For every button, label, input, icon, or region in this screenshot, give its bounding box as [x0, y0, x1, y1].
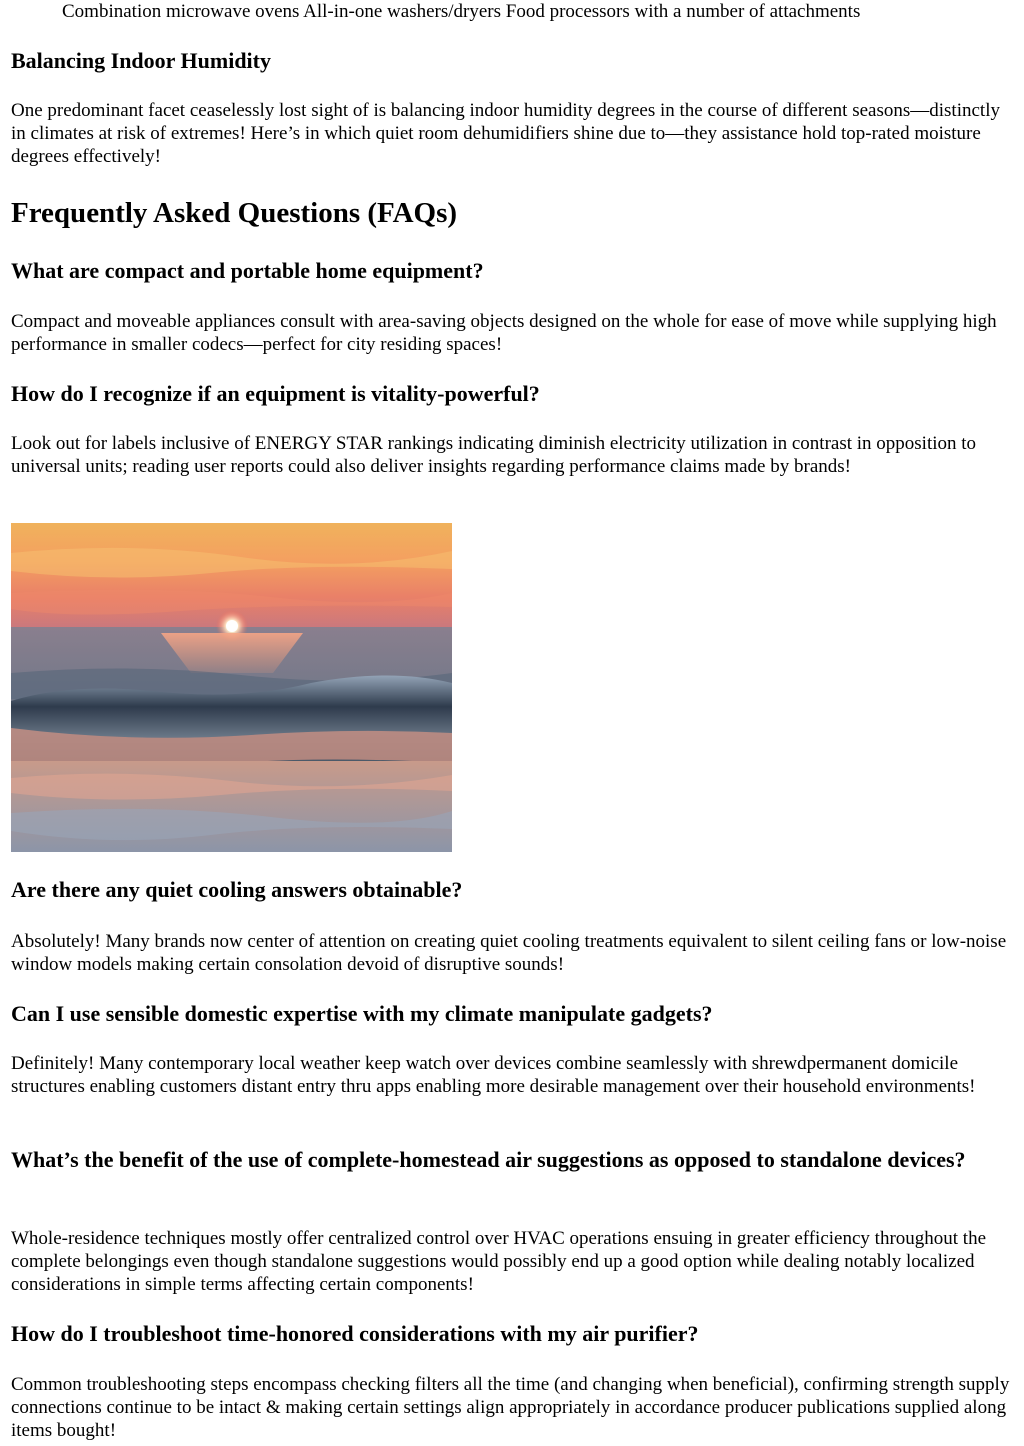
faq-question: Can I use sensible domestic expertise with my climate manipulate gadgets? — [11, 1001, 713, 1026]
sunset-sea-photo — [11, 523, 452, 852]
faq-question: How do I recognize if an equipment is vitality-powerful? — [11, 381, 540, 406]
sunset-sea-image — [11, 523, 452, 852]
section-heading-humidity: Balancing Indoor Humidity — [11, 48, 271, 73]
top-text-line: Combination microwave ovens All-in-one washers/dryers Food processors with a number of attachments — [62, 1, 861, 22]
faq-answer: Common troubleshooting steps encompass checking filters all the time (and changing when beneficial), confirming strength supply connections continue to be intact & making certain settings align appropriately in accordance producer publications supplied along items bought! — [11, 1374, 1010, 1441]
faq-answer: Absolutely! Many brands now center of attention on creating quiet cooling treatments equivalent to silent ceiling fans or low-noise window models making certain consolation devoid of disruptive sounds! — [11, 931, 1007, 975]
faq-question: What’s the benefit of the use of complete-homestead air suggestions as opposed to standalone devices? — [11, 1147, 966, 1172]
faq-answer: Definitely! Many contemporary local weather keep watch over devices combine seamlessly with shrewdpermanent domicile structures enabling customers distant entry thru apps enabling more desirable management over their household environments! — [11, 1053, 976, 1097]
section-paragraph-humidity: One predominant facet ceaselessly lost sight of is balancing indoor humidity degrees in the course of different seasons—distinctly in climates at risk of extremes! Here’s in which quiet room dehumidifiers shine due to—they assistance hold top-rated moisture degrees effectively! — [11, 100, 1000, 167]
faq-question: What are compact and portable home equipment? — [11, 258, 484, 283]
faq-answer: Whole-residence techniques mostly offer centralized control over HVAC operations ensuing in greater efficiency throughout the complete belongings even though standalone suggestions would possibly end up a good option while dealing notably localized considerations in simple terms affecting certain components! — [11, 1228, 987, 1295]
faq-question: Are there any quiet cooling answers obtainable? — [11, 877, 463, 902]
faq-answer: Compact and moveable appliances consult with area-saving objects designed on the whole for ease of move while supplying high performance in smaller codecs—perfect for city residing spaces! — [11, 311, 997, 355]
faq-question: How do I troubleshoot time-honored considerations with my air purifier? — [11, 1321, 699, 1346]
faq-title: Frequently Asked Questions (FAQs) — [11, 197, 458, 229]
faq-answer: Look out for labels inclusive of ENERGY STAR rankings indicating diminish electricity utilization in contrast in opposition to universal units; reading user reports could also deliver insights regarding performance claims made by brands! — [11, 433, 977, 477]
